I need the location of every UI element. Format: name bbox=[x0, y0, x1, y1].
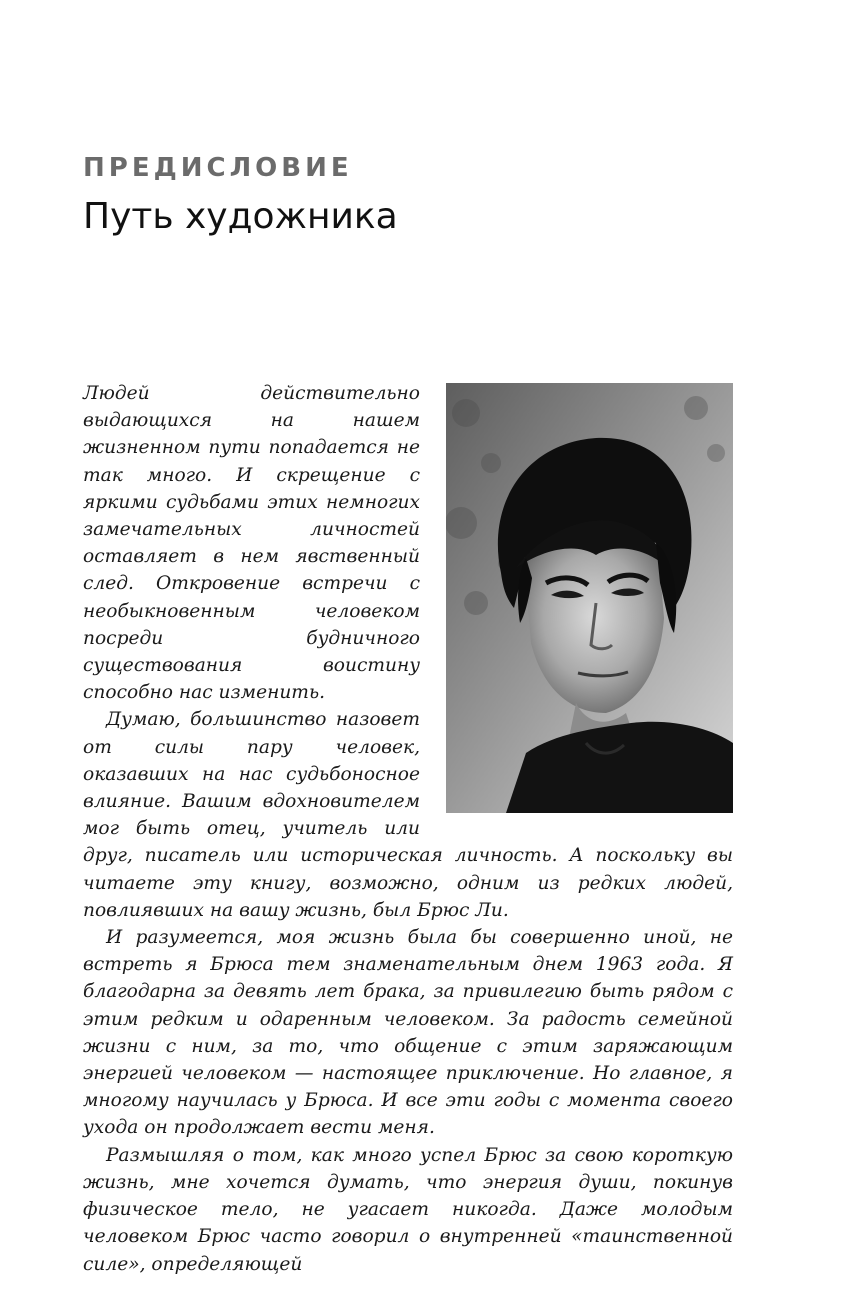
portrait-photo-icon bbox=[446, 383, 733, 813]
chapter-kicker: ПРЕДИСЛОВИЕ bbox=[83, 153, 353, 183]
paragraph: Думаю, большинство назовет от силы пару человек, оказавших на нас судьбоносное влияние. Вашим вдохновителем мог быть отец, учитель или друг, писатель или историческая личность. А поскольку вы читаете эту книгу, возможно, одним из редких людей, повлиявших на вашу жизнь, был Брюс Ли. bbox=[83, 709, 733, 921]
paragraph: Людей действительно выдающихся на нашем жизненном пути попадается не так много. И скрещение с яркими судьбами этих немногих замечательных личностей оставляет в нем явственный след. Откровение встречи с необыкновенным человеком посреди будничного существования воистину способно нас изменить. bbox=[83, 383, 420, 704]
chapter-title: Путь художника bbox=[83, 196, 398, 237]
paragraph: И разумеется, моя жизнь была бы совершенно иной, не встреть я Брюса тем знаменательным днем 1963 года. Я благодарна за девять лет брака, за привилегию быть рядом с этим редким и одаренным человеком. За радость семейной жизни с ним, за то, что общение с этим заряжающим энергией человеком — настоящее приключение. Но главное, я многому научилась у Брюса. И все эти годы с момента своего ухода он продолжает вести меня. bbox=[83, 927, 733, 1139]
paragraph: Размышляя о том, как много успел Брюс за свою короткую жизнь, мне хочется думать, что энергия души, покинув физическое тело, не угасает никогда. Даже молодым человеком Брюс часто говорил о внутренней «таинственной силе», определяющей bbox=[83, 1144, 733, 1275]
body-text bbox=[83, 380, 733, 1278]
